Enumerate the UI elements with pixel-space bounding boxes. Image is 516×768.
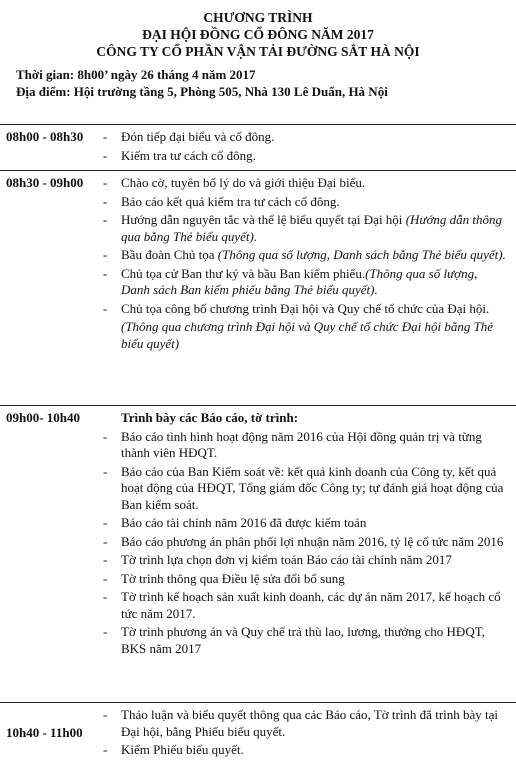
- list-item: - Tờ trình kế hoạch sản xuất kinh doanh, các dự án năm 2017, kế hoạch cổ tức năm 2017.: [103, 589, 501, 621]
- list-item: - Báo cáo kết quả kiểm tra tư cách cổ đông.: [103, 193, 340, 209]
- list-item: - Bầu đoàn Chủ tọa (Thông qua số lượng, Danh sách bằng Thẻ biểu quyết).: [103, 247, 506, 262]
- list-item: - Tờ trình phương án và Quy chế trả thù lao, lương, thưởng cho HĐQT, BKS năm 2017: [103, 624, 485, 656]
- list-item: - Chủ tọa cử Ban thư ký và bầu Ban kiểm phiếu.(Thông qua số lượng, Danh sách Ban kiểm phiếu bằng Thẻ biểu quyết).: [103, 265, 478, 297]
- list-item: - Đón tiếp đại biểu và cổ đông.: [103, 129, 275, 144]
- agenda-section-1: [0, 124, 516, 163]
- list-item: - Báo cáo tài chính năm 2016 đã được kiểm toán: [103, 515, 367, 530]
- list-item: - Thảo luận và biểu quyết thông qua các Báo cáo, Tờ trình đã trình bày tại Đại hội, bằng Phiếu biểu quyết.: [103, 707, 499, 739]
- title: CHƯƠNG TRÌNH: [203, 10, 313, 25]
- list-item: - Báo cáo tình hình hoạt động năm 2016 của Hội đồng quản trị và từng thành viên HĐQT.: [103, 428, 482, 460]
- meeting-time: Thời gian: 8h00’ ngày 26 tháng 4 năm 2017: [16, 67, 256, 82]
- meta-info: [16, 66, 516, 100]
- list-item: - Tờ trình lựa chọn đơn vị kiểm toán Báo cáo tài chính năm 2017: [103, 552, 452, 567]
- document-header: [0, 0, 516, 60]
- meeting-place: Địa điểm: Hội trường tầng 5, Phòng 505, Nhà 130 Lê Duẩn, Hà Nội: [16, 84, 388, 99]
- list-item: - Báo cáo của Ban Kiểm soát về: kết quả kinh doanh của Công ty, kết quả hoạt động của HĐQT, Tổng giám đốc Công ty; tự đánh giá hoạt động của Ban kiểm soát.: [103, 463, 504, 512]
- list-item: - Chào cờ, tuyên bố lý do và giới thiệu Đại biểu.: [103, 175, 366, 190]
- agenda-section-2: [0, 170, 516, 351]
- list-item: - Kiểm Phiếu biểu quyết.: [103, 742, 244, 757]
- list-item: - Chủ tọa công bố chương trình Đại hội và Quy chế tổ chức của Đại hội.: [103, 300, 490, 316]
- agenda-section-4: [0, 702, 516, 757]
- section-heading: Trình bày các Báo cáo, tờ trình:: [121, 410, 299, 425]
- time-slot: 10h40 - 11h00: [6, 725, 83, 740]
- list-item: - Báo cáo phương án phân phối lợi nhuận năm 2016, tỷ lệ cổ tức năm 2016: [103, 533, 504, 549]
- list-item: - Kiểm tra tư cách cổ đông.: [103, 147, 256, 163]
- time-slot: 08h30 - 09h00: [6, 175, 84, 190]
- list-item: - Tờ trình thông qua Điều lệ sửa đổi bổ sung: [103, 570, 345, 586]
- time-slot: 09h00- 10h40: [6, 410, 81, 425]
- closing-note: (Thông qua chương trình Đại hội và Quy chế tổ chức Đại hội bằng Thẻ biểu quyết): [121, 319, 494, 351]
- company-name: CÔNG TY CỔ PHẦN VẬN TẢI ĐƯỜNG SẮT HÀ NỘI: [96, 44, 420, 59]
- subtitle: ĐẠI HỘI ĐỒNG CỔ ĐÔNG NĂM 2017: [142, 27, 374, 42]
- time-slot: 08h00 - 08h30: [6, 129, 84, 144]
- agenda-section-3: [0, 405, 516, 656]
- list-item: - Hướng dẫn nguyên tắc và thể lệ biểu quyết tại Đại hội (Hướng dẫn thông qua bằng Thẻ biểu quyết).: [103, 212, 503, 244]
